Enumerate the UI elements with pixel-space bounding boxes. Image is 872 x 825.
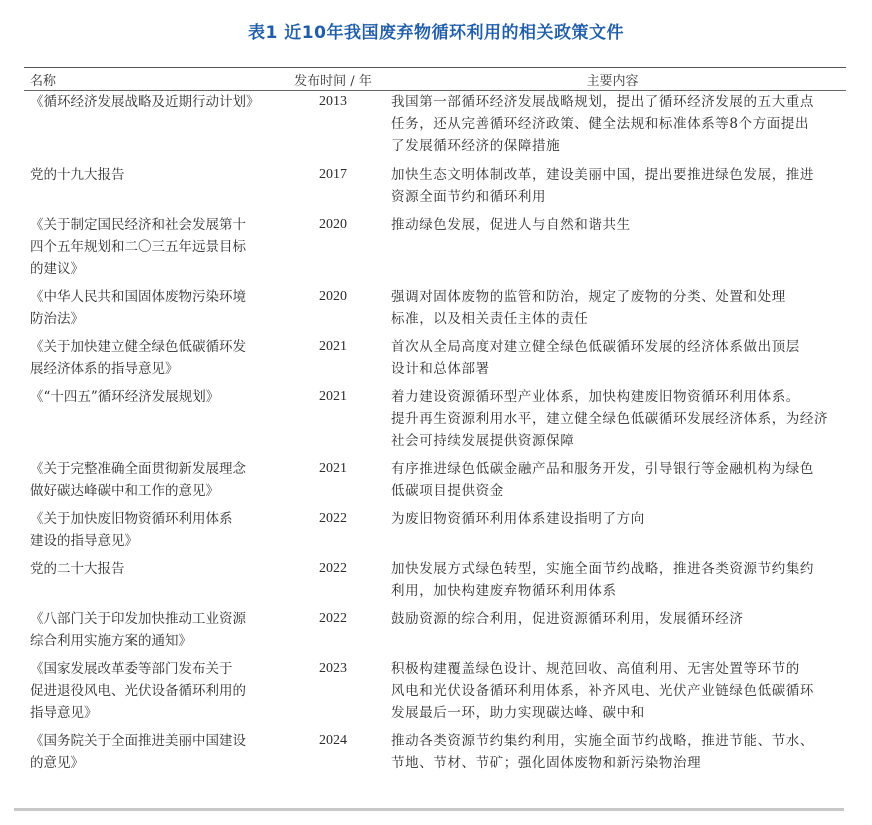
- cell-name-line: 《关于完整准确全面贯彻新发展理念: [30, 461, 246, 477]
- cell-content-line: 首次从全局高度对建立健全绿色低碳循环发展的经济体系做出顶层: [391, 339, 800, 355]
- cell-content-line: 加快生态文明体制改革，建设美丽中国，提出要推进绿色发展，推进: [391, 167, 814, 183]
- cell-year: 2021: [319, 461, 347, 476]
- table-row: [24, 214, 846, 280]
- cell-name: [24, 386, 287, 452]
- cell-name-line: 《关于制定国民经济和社会发展第十: [30, 217, 246, 233]
- cell-name-line: 《国家发展改革委等部门发布关于: [30, 661, 233, 677]
- table-row: [24, 458, 846, 502]
- cell-content-line: 社会可持续发展提供资源保障: [391, 433, 575, 449]
- cell-content-line: 利用，加快构建废弃物循环利用体系: [391, 583, 617, 599]
- table-row: [24, 608, 846, 652]
- cell-content-line: 任务，还从完善循环经济政策、健全法规和标准体系等8个方面提出: [391, 116, 810, 132]
- cell-year: 2024: [319, 733, 347, 748]
- cell-name: [24, 608, 287, 652]
- cell-name-line: 党的十九大报告: [30, 167, 125, 183]
- cell-name-line: 《“十四五”循环经济发展规划》: [30, 389, 220, 405]
- cell-name-line: 做好碳达峰碳中和工作的意见》: [30, 483, 219, 499]
- cell-content: [379, 164, 846, 208]
- bottom-divider: [14, 808, 844, 811]
- cell-name: [24, 286, 287, 330]
- cell-content: [379, 386, 846, 452]
- cell-content-line: 有序推进绿色低碳金融产品和服务开发，引导银行等金融机构为绿色: [391, 461, 814, 477]
- cell-name-line: 的建议》: [30, 261, 84, 277]
- cell-name-line: 四个五年规划和二〇三五年远景目标: [30, 239, 246, 255]
- cell-content: [379, 336, 846, 380]
- cell-name-line: 《八部门关于印发加快推动工业资源: [30, 611, 246, 627]
- cell-name-line: 党的二十大报告: [30, 561, 125, 577]
- cell-name: [24, 730, 287, 774]
- cell-content-line: 为废旧物资循环利用体系建设指明了方向: [391, 511, 645, 527]
- cell-name-line: 《循环经济发展战略及近期行动计划》: [30, 94, 260, 110]
- cell-content: [379, 730, 846, 774]
- policy-table: [24, 67, 846, 771]
- cell-content: [379, 458, 846, 502]
- cell-content-line: 积极构建覆盖绿色设计、规范回收、高值利用、无害处置等环节的: [391, 661, 800, 677]
- cell-content: [379, 286, 846, 330]
- table-row: [24, 730, 846, 774]
- cell-content: [379, 558, 846, 602]
- cell-year: 2020: [319, 289, 347, 304]
- cell-name: [24, 91, 287, 157]
- header-content: 主要内容: [586, 73, 639, 89]
- cell-content: [379, 608, 846, 652]
- cell-content-line: 风电和光伏设备循环利用体系，补齐风电、光伏产业链绿色低碳循环: [391, 683, 814, 699]
- header-year: 发布时间 / 年: [294, 73, 372, 89]
- cell-name: [24, 336, 287, 380]
- cell-content: [379, 658, 846, 724]
- cell-name: [24, 558, 287, 602]
- cell-content-line: 低碳项目提供资金: [391, 483, 504, 499]
- cell-name-line: 《关于加快建立健全绿色低碳循环发: [30, 339, 246, 355]
- cell-name-line: 《中华人民共和国固体废物污染环境: [30, 289, 246, 305]
- cell-name-line: 防治法》: [30, 311, 84, 327]
- table-row: [24, 91, 846, 157]
- cell-name-line: 促进退役风电、光伏设备循环利用的: [30, 683, 246, 699]
- cell-year: 2020: [319, 217, 347, 232]
- table-row: [24, 658, 846, 724]
- cell-year: 2021: [319, 339, 347, 354]
- cell-content-line: 标准，以及相关责任主体的责任: [391, 311, 589, 327]
- table-row: [24, 508, 846, 552]
- cell-content: [379, 91, 846, 157]
- cell-content-line: 设计和总体部署: [391, 361, 490, 377]
- cell-content-line: 加快发展方式绿色转型，实施全面节约战略，推进各类资源节约集约: [391, 561, 814, 577]
- cell-year: 2021: [319, 389, 347, 404]
- cell-name-line: 展经济体系的指导意见》: [30, 361, 179, 377]
- cell-name: [24, 658, 287, 724]
- cell-content-line: 着力建设资源循环型产业体系，加快构建废旧物资循环利用体系。: [391, 389, 800, 405]
- cell-content-line: 鼓励资源的综合利用，促进资源循环利用，发展循环经济: [391, 611, 744, 627]
- cell-content-line: 发展最后一环，助力实现碳达峰、碳中和: [391, 705, 645, 721]
- cell-year: 2022: [319, 511, 347, 526]
- cell-content-line: 推动各类资源节约集约利用，实施全面节约战略，推进节能、节水、: [391, 733, 814, 749]
- table-title: 表1 近10年我国废弃物循环利用的相关政策文件: [248, 23, 624, 43]
- cell-name: [24, 508, 287, 552]
- cell-content-line: 节地、节材、节矿；强化固体废物和新污染物治理: [391, 755, 702, 771]
- cell-year: 2022: [319, 561, 347, 576]
- cell-name: [24, 214, 287, 280]
- table-header: [24, 68, 846, 91]
- cell-name-line: 综合利用实施方案的通知》: [30, 633, 192, 649]
- cell-name-line: 《关于加快废旧物资循环利用体系: [30, 511, 233, 527]
- cell-name: [24, 164, 287, 208]
- cell-year: 2022: [319, 611, 347, 626]
- cell-year: 2013: [319, 94, 347, 109]
- cell-content-line: 我国第一部循环经济发展战略规划，提出了循环经济发展的五大重点: [391, 94, 814, 110]
- cell-name-line: 指导意见》: [30, 705, 98, 721]
- cell-year: 2017: [319, 167, 347, 182]
- table-row: [24, 286, 846, 330]
- cell-content: [379, 214, 846, 280]
- table-row: [24, 336, 846, 380]
- table-row: [24, 386, 846, 452]
- header-name: 名称: [30, 73, 57, 89]
- cell-content-line: 强调对固体废物的监管和防治，规定了废物的分类、处置和处理: [391, 289, 786, 305]
- table-row: [24, 164, 846, 208]
- cell-name-line: 的意见》: [30, 755, 84, 771]
- cell-content: [379, 508, 846, 552]
- cell-name-line: 《国务院关于全面推进美丽中国建设: [30, 733, 246, 749]
- cell-content-line: 推动绿色发展，促进人与自然和谐共生: [391, 217, 631, 233]
- cell-content-line: 提升再生资源利用水平，建立健全绿色低碳循环发展经济体系，为经济: [391, 411, 829, 427]
- cell-year: 2023: [319, 661, 347, 676]
- cell-content-line: 了发展循环经济的保障措施: [391, 138, 561, 154]
- table-row: [24, 558, 846, 602]
- cell-name-line: 建设的指导意见》: [30, 533, 138, 549]
- cell-name: [24, 458, 287, 502]
- cell-content-line: 资源全面节约和循环利用: [391, 189, 547, 205]
